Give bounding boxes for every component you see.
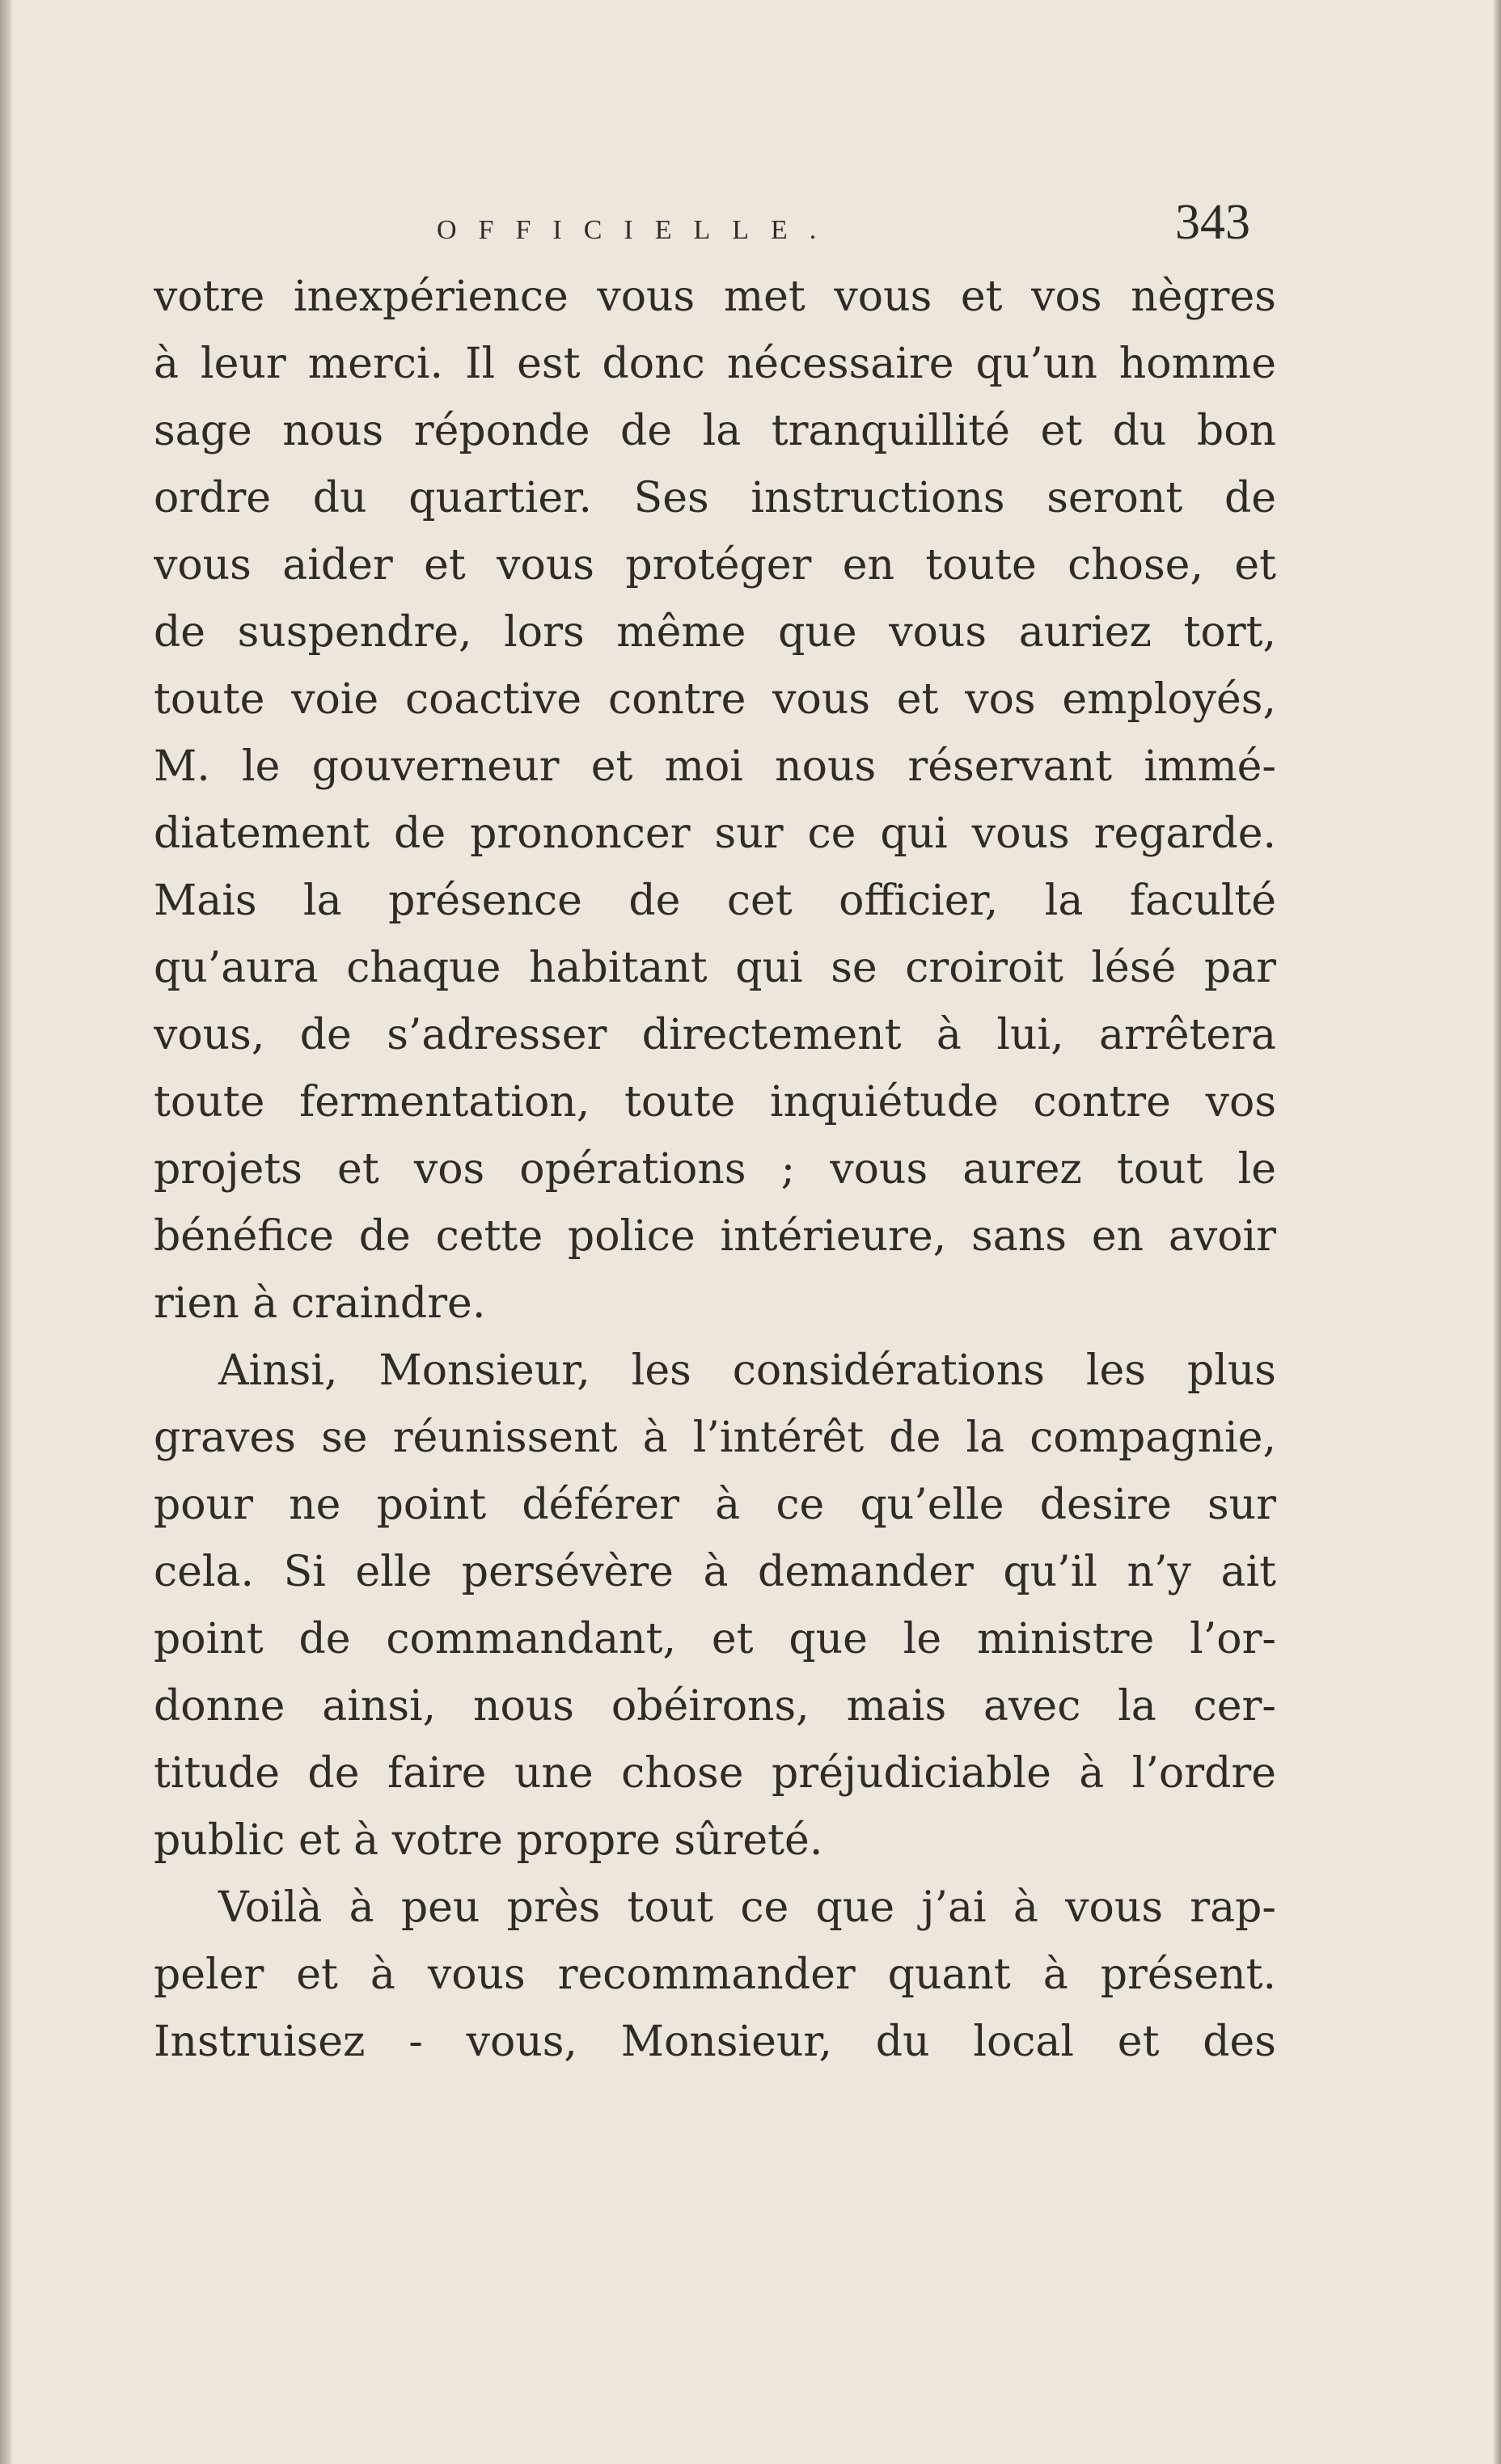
page-left-edge (0, 0, 11, 2464)
running-head: OFFICIELLE. (437, 215, 839, 245)
text-line: de suspendre, lors même que vous auriez tort, (154, 608, 1276, 657)
text-line: diatement de prononcer sur ce qui vous regarde. (154, 809, 1276, 858)
text-line: projets et vos opérations ; vous aurez tout le (154, 1145, 1276, 1194)
paragraph (154, 264, 1276, 1338)
paragraph (154, 1874, 1276, 2076)
text-line: cela. Si elle persévère à demander qu’il n’y ait (154, 1548, 1276, 1596)
text-line: sage nous réponde de la tranquillité et du bon (154, 407, 1276, 455)
paragraph (154, 1338, 1276, 1874)
page-number: 343 (1175, 195, 1250, 250)
text-line: qu’aura chaque habitant qui se croiroit lésé par (154, 944, 1276, 992)
text-line: titude de faire une chose préjudiciable à l’ordre (154, 1749, 1276, 1798)
text-line: Voilà à peu près tout ce que j’ai à vous rap- (218, 1883, 1276, 1932)
text-line: vous aider et vous protéger en toute chose, et (154, 541, 1276, 590)
text-line: bénéfice de cette police intérieure, sans en avoir (154, 1212, 1276, 1261)
text-line: ordre du quartier. Ses instructions seront de (154, 474, 1276, 522)
text-line: votre inexpérience vous met vous et vos nègres (154, 273, 1276, 321)
text-line: graves se réunissent à l’intérêt de la compagnie, (154, 1414, 1276, 1462)
text-line: toute fermentation, toute inquiétude contre vos (154, 1078, 1276, 1126)
text-line: à leur merci. Il est donc nécessaire qu’un homme (154, 340, 1276, 388)
text-line: Mais la présence de cet officier, la faculté (154, 877, 1276, 925)
text-line: M. le gouverneur et moi nous réservant immé- (154, 742, 1276, 791)
text-line: point de commandant, et que le ministre l’or- (154, 1615, 1276, 1663)
text-line: Instruisez - vous, Monsieur, du local et des (154, 2018, 1276, 2066)
text-line: vous, de s’adresser directement à lui, arrêtera (154, 1011, 1276, 1059)
text-line: rien à craindre. (154, 1279, 486, 1328)
page-right-edge (1493, 0, 1501, 2464)
text-line: pour ne point déférer à ce qu’elle desire sur (154, 1481, 1276, 1529)
text-line: peler et à vous recommander quant à présent. (154, 1950, 1276, 1999)
text-line: toute voie coactive contre vous et vos employés, (154, 675, 1276, 724)
text-line: donne ainsi, nous obéirons, mais avec la cer- (154, 1682, 1276, 1731)
body-text (154, 264, 1276, 2076)
text-line: public et à votre propre sûreté. (154, 1816, 823, 1865)
text-line: Ainsi, Monsieur, les considérations les plus (218, 1346, 1276, 1395)
